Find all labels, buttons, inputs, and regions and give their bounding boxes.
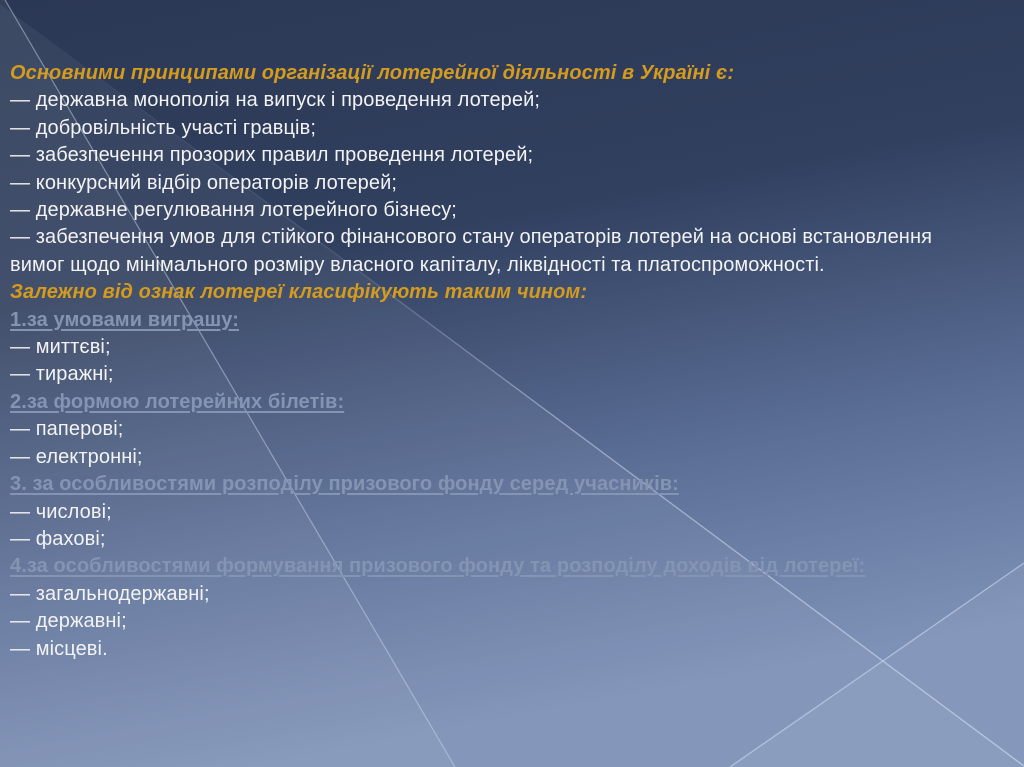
list-item: — державне регулювання лотерейного бізнесу;	[10, 199, 457, 222]
list-item: — забезпечення умов для стійкого фінансового стану операторів лотерей на основі встановлення	[10, 226, 933, 249]
classification-heading: 4.за особливостями формування призового фонду та розподілу доходів від лотереї:	[10, 555, 866, 578]
list-item: — державні;	[10, 610, 127, 633]
list-item: — забезпечення прозорих правил проведення лотерей;	[10, 144, 534, 167]
list-item: — електронні;	[10, 445, 143, 468]
list-item: — загальнодержавні;	[10, 582, 210, 605]
classification-heading: 1.за умовами виграшу:	[10, 308, 239, 331]
list-item: — миттєві;	[10, 336, 111, 359]
slide-text-block	[10, 60, 1016, 663]
section-heading: Основними принципами організації лотерейної діяльності в Україні є:	[10, 62, 735, 84]
list-item: — тиражні;	[10, 363, 114, 386]
classification-heading: 3. за особливостями розподілу призового фонду серед учасників:	[10, 473, 679, 496]
list-item: — паперові;	[10, 418, 124, 441]
list-item: — конкурсний відбір операторів лотерей;	[10, 171, 398, 194]
list-item: вимог щодо мінімального розміру власного капіталу, ліквідності та платоспроможності.	[10, 253, 825, 276]
list-item: — добровільність участі гравців;	[10, 116, 316, 139]
list-item: — державна монополія на випуск і проведення лотерей;	[10, 89, 541, 112]
section-heading: Залежно від ознак лотереї класифікують таким чином:	[10, 281, 588, 304]
classification-heading: 2.за формою лотерейних білетів:	[10, 390, 345, 413]
list-item: — числові;	[10, 500, 112, 523]
list-item: — місцеві.	[10, 637, 108, 660]
list-item: — фахові;	[10, 527, 106, 550]
